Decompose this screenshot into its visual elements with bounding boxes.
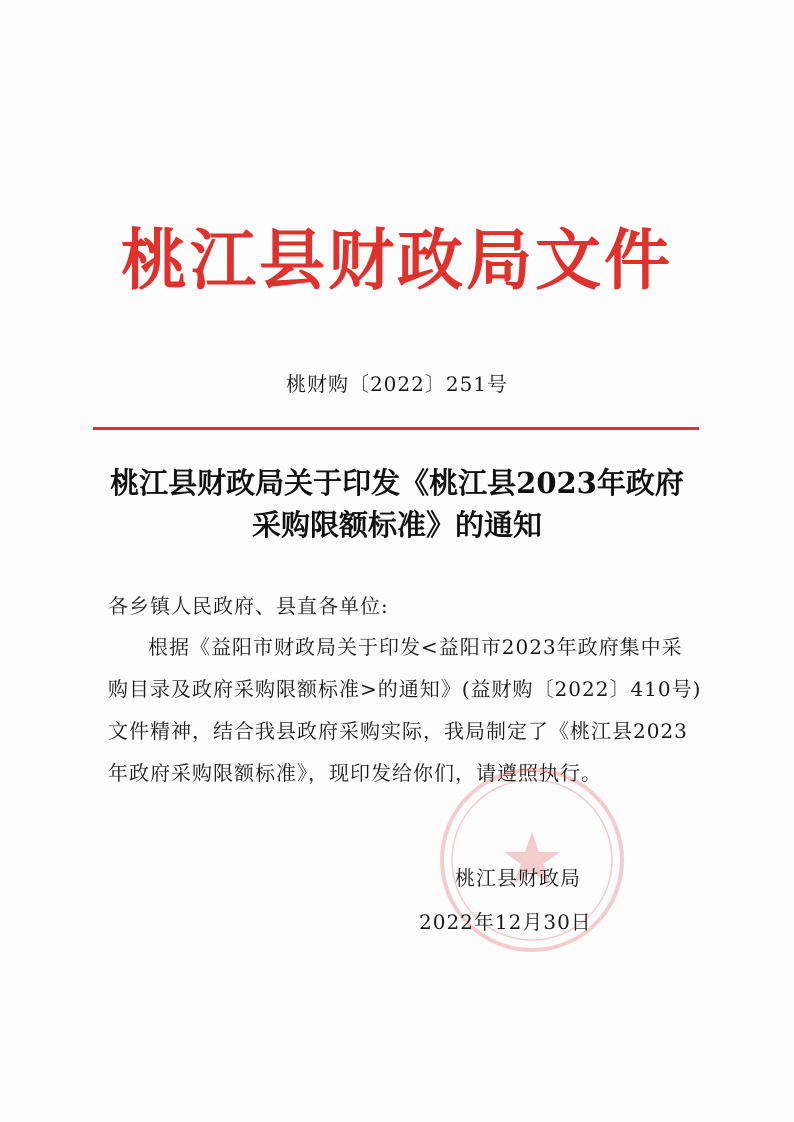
body-line-2: 购目录及政府采购限额标准>的通知》(益财购〔2022〕410号) [108, 677, 702, 701]
body-line-3: 文件精神，结合我县政府采购实际，我局制定了《桃江县2023 [108, 719, 688, 743]
document-masthead: 桃江县财政局文件 [121, 221, 673, 299]
document-number: 桃财购〔2022〕251号 [285, 372, 509, 396]
issuer-signature: 桃江县财政局 [455, 866, 581, 890]
salutation: 各乡镇人民政府、县直各单位: [108, 594, 389, 618]
issue-date: 2022年12月30日 [419, 910, 592, 934]
red-divider-line [93, 427, 699, 430]
body-line-1: 根据《益阳市财政局关于印发<益阳市2023年政府集中采 [148, 635, 683, 659]
title-line-1: 桃江县财政局关于印发《桃江县2023年政府 [110, 466, 684, 500]
title-line-2: 采购限额标准》的通知 [251, 508, 542, 542]
body-line-4: 年政府采购限额标准》，现印发给你们，请遵照执行。 [108, 761, 602, 785]
document-title [80, 462, 714, 546]
